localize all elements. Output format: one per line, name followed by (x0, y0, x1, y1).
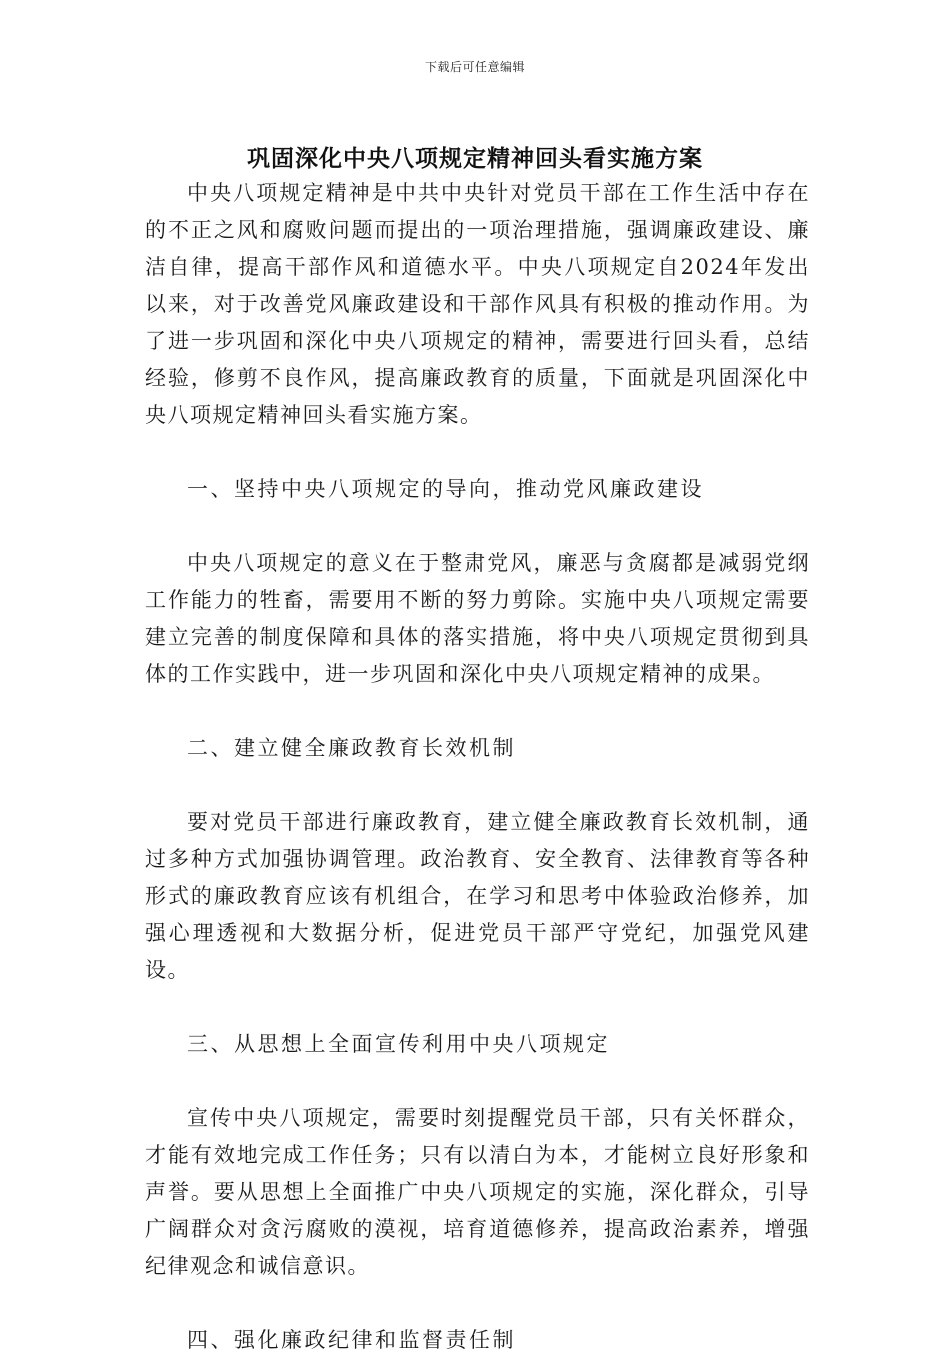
header-note: 下载后可任意编辑 (424, 60, 525, 74)
section-2-heading: 二、建立健全廉政教育长效机制 (187, 736, 516, 760)
section-1-heading: 一、坚持中央八项规定的导向，推动党风廉政建设 (187, 477, 704, 501)
section-3-heading: 三、从思想上全面宣传利用中央八项规定 (187, 1032, 610, 1056)
document-body (145, 175, 810, 1359)
section-2-body: 要对党员干部进行廉政教育，建立健全廉政教育长效机制，通过多种方式加强协调管理。政治教育、安全教育、法律教育等各种形式的廉政教育应该有机组合，在学习和思考中体验政治修养，加强心理透视和大数据分析，促进党员干部严守党纪，加强党风建设。 (145, 810, 810, 982)
intro-paragraph: 中央八项规定精神是中共中央针对党员干部在工作生活中存在的不正之风和腐败问题而提出的一项治理措施，强调廉政建设、廉洁自律，提高干部作风和道德水平。中央八项规定自2024年发出以来，对于改善党风廉政建设和干部作风具有积极的推动作用。为了进一步巩固和深化中央八项规定的精神，需要进行回头看，总结经验，修剪不良作风，提高廉政教育的质量，下面就是巩固深化中央八项规定精神回头看实施方案。 (145, 181, 810, 427)
document-title: 巩固深化中央八项规定精神回头看实施方案 (247, 146, 703, 172)
section-1-body: 中央八项规定的意义在于整肃党风，廉恶与贪腐都是减弱党纲工作能力的牲畜，需要用不断的努力剪除。实施中央八项规定需要建立完善的制度保障和具体的落实措施，将中央八项规定贯彻到具体的工作实践中，进一步巩固和深化中央八项规定精神的成果。 (145, 551, 810, 686)
section-3-body: 宣传中央八项规定，需要时刻提醒党员干部，只有关怀群众，才能有效地完成工作任务；只有以清白为本，才能树立良好形象和声誉。要从思想上全面推广中央八项规定的实施，深化群众，引导广阔群众对贪污腐败的漠视，培育道德修养，提高政治素养，增强纪律观念和诚信意识。 (145, 1106, 810, 1278)
section-4-heading: 四、强化廉政纪律和监督责任制 (187, 1328, 516, 1352)
